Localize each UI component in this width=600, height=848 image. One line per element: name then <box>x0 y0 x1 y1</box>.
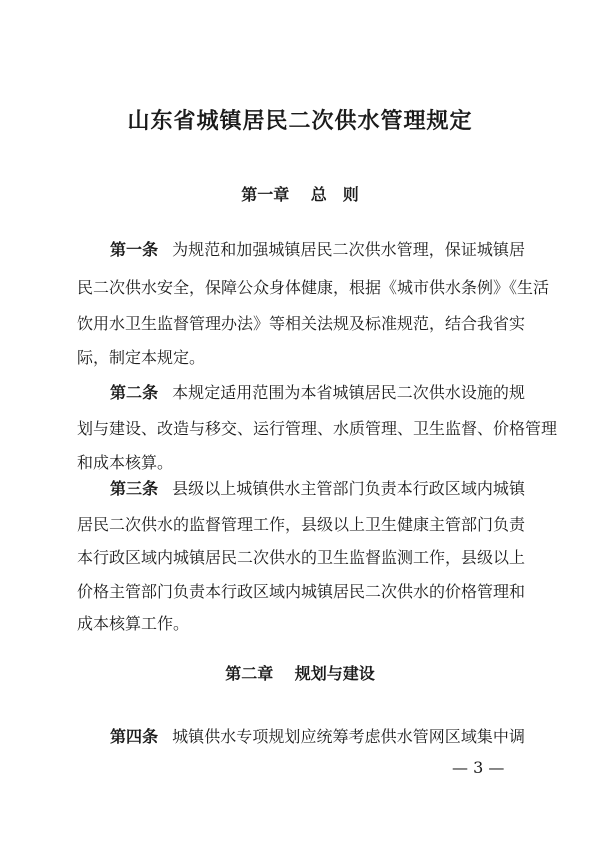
article-first-line <box>110 479 525 499</box>
chapter-heading-2: 第二章 规划与建设 <box>225 664 375 683</box>
article-text-line: 本行政区域内城镇居民二次供水的卫生监督监测工作，县级以上 <box>77 548 526 567</box>
article-first-line <box>110 383 525 403</box>
article-text: 本规定适用范围为本省城镇居民二次供水设施的规 <box>172 383 525 402</box>
article-text: 为规范和加强城镇居民二次供水管理，保证城镇居 <box>172 240 525 259</box>
article-label: 第四条 <box>110 727 159 746</box>
article-text-line: 饮用水卫生监督管理办法》等相关法规及标准规范，结合我省实 <box>77 314 526 333</box>
article-text: 城镇供水专项规划应统筹考虑供水管网区域集中调 <box>172 727 525 746</box>
article-text-line: 居民二次供水的监督管理工作，县级以上卫生健康主管部门负责 <box>77 515 526 534</box>
article-label: 第三条 <box>110 479 159 498</box>
article-text-line: 际，制定本规定。 <box>77 348 206 367</box>
article-label: 第一条 <box>110 240 159 259</box>
article-text-line: 和成本核算。 <box>77 453 174 472</box>
article-text-line: 成本核算工作。 <box>77 614 190 633</box>
article-label: 第二条 <box>110 383 159 402</box>
article-text-line: 划与建设、改造与移交、运行管理、水质管理、卫生监督、价格管理 <box>77 419 558 438</box>
chapter-heading-1: 第一章 总 则 <box>241 185 359 204</box>
article-text-line: 价格主管部门负责本行政区域内城镇居民二次供水的价格管理和 <box>77 582 526 601</box>
article-text-line: 民二次供水安全，保障公众身体健康，根据《城市供水条例》《生活 <box>77 278 550 297</box>
page-number: — 3 — <box>452 758 505 777</box>
document-title: 山东省城镇居民二次供水管理规定 <box>127 108 473 134</box>
article-text: 县级以上城镇供水主管部门负责本行政区域内城镇 <box>172 479 525 498</box>
article-first-line <box>110 240 525 260</box>
article-first-line <box>110 727 525 747</box>
